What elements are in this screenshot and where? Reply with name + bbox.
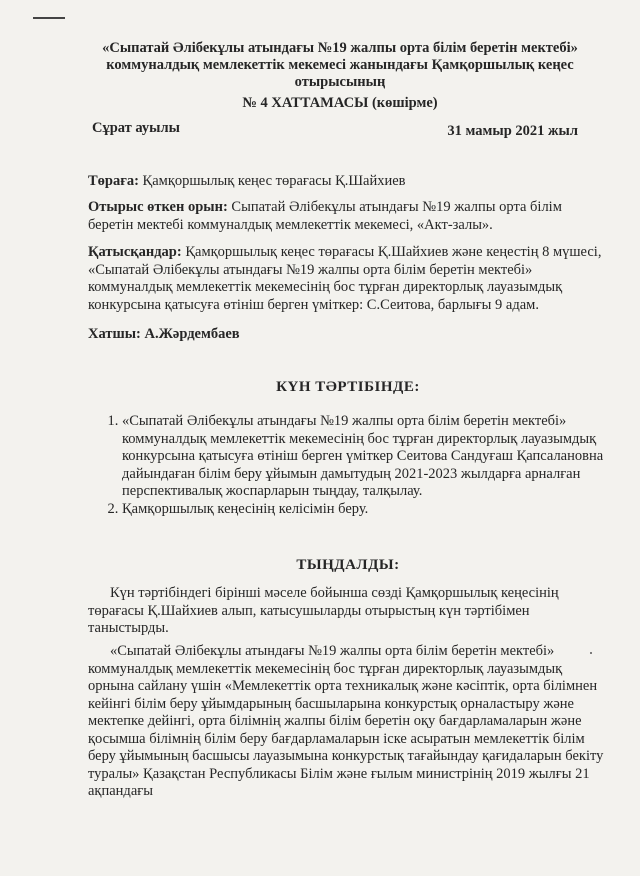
agenda-list <box>88 413 608 518</box>
heard-heading: ТЫҢДАЛДЫ: <box>296 557 400 573</box>
agenda-heading: КҮН ТӘРТІБІНДЕ: <box>276 379 420 395</box>
chair-label: Төраға: <box>88 173 139 189</box>
participants-paragraph <box>88 244 608 314</box>
protocol-number: № 4 ХАТТАМАСЫ (көшірме) <box>242 95 438 111</box>
venue-text: Сыпатай Әлібекұлы атындағы №19 жалпы орта білім беретін мектебі коммуналдық мемлекеттік мекемесі, «Акт-залы». <box>88 199 562 233</box>
participants-label: Қатысқандар: <box>88 244 182 260</box>
agenda-item: 1. «Сыпатай Әлібекұлы атындағы №19 жалпы орта білім беретін мектебі» коммуналдық мемлекеттік мекемесінің бос тұрған директорлық лауазымдық конкурсына қатысуға өтініш берген үміткер Сеитова Сандуғаш Қапсалановна дайындаған білім беру ұйымын дамытудың 2021-2023 жылдарға арналған перспективалық жоспарларын тыңдау, талқылау. <box>122 413 608 501</box>
heard-paragraph-1: Күн тәртібіндегі бірінші мәселе бойынша сөзді Қамқоршылық кеңесінің төрағасы Қ.Шайхиев алып, катысушыларды отырыстың күн тәртібімен таныстырды. <box>88 585 559 636</box>
chair-line <box>88 173 608 191</box>
document-date: 31 мамыр 2021 жыл <box>447 123 578 139</box>
scan-speck <box>590 652 592 654</box>
secretary-line: Хатшы: А.Жәрдембаев <box>88 326 240 342</box>
heard-paragraph-2: «Сыпатай Әлібекұлы атындағы №19 жалпы орта білім беретін мектебі» коммуналдық мемлекеттік мекемесінің бос тұрған директорлық лауазымдық орнына сайлану үшін «Мемлекеттік орта техникалық және кәсіптік, орта білімнен кейінгі білім беру ұйымдарының басшыларына конкурстық орналастыру және мектепке дейінгі, орта білімнің жалпы білім беретін оқу бағдарламаларын және қосымша білімнің білім беру бағдарламаларын іске асыратын мемлекеттік білім беру ұйымының басшысы лауазымына конкурстық тағайындау қағидаларын бекіту туралы» Қазақстан Республикасы Білім және ғылым министрінің 2019 жылғы 21 ақпандағы <box>88 643 604 799</box>
scan-mark <box>33 17 65 19</box>
participants-text: Қамқоршылық кеңес төрағасы Қ.Шайхиев және кеңестің 8 мүшесі, «Сыпатай Әлібекұлы атындағы №19 жалпы орта білім беретін мектебі» коммуналдық мемлекеттік мекемесінің бос тұрған директорлық лауазымдық конкурсына қатысуға өтініш берген үміткер: С.Сеитова, барлығы 9 адам. <box>88 244 602 313</box>
venue-label: Отырыс өткен орын: <box>88 199 228 215</box>
agenda-item: 2. Қамқоршылық кеңесінің келісімін беру. <box>122 501 608 519</box>
document-title: «Сыпатай Әлібекұлы атындағы №19 жалпы орта білім беретін мектебі» коммуналдық мемлекеттік мекемесі жанындағы Қамқоршылық кеңес отырысының <box>102 40 578 90</box>
place-name: Сұрат ауылы <box>92 120 180 136</box>
venue-paragraph <box>88 199 608 234</box>
chair-text: Қамқоршылық кеңес төрағасы Қ.Шайхиев <box>138 173 406 189</box>
